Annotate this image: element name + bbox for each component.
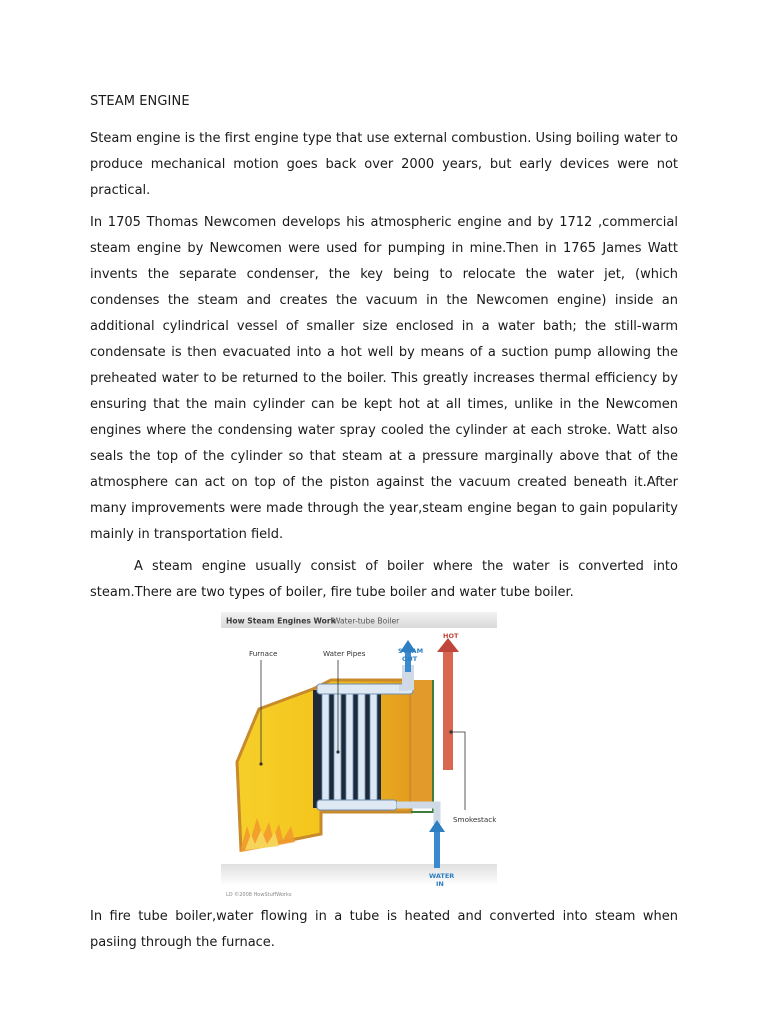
- document-page: [90, 92, 678, 962]
- top-steam-drum: [317, 684, 413, 694]
- figure-credit: LD ©2008 HowStuffWorks: [226, 892, 292, 898]
- label-smokestack: Smokestack: [453, 815, 497, 824]
- bottom-water-drum: [317, 800, 397, 810]
- boiler-svg: [221, 612, 497, 900]
- label-in: IN: [436, 880, 444, 888]
- floor-shadow: [221, 864, 497, 886]
- label-hot: HOT: [443, 632, 459, 640]
- label-steam: STEAM: [398, 647, 424, 655]
- furnace-dot: [259, 762, 262, 765]
- figure-header-subtitle: Water-tube Boiler: [333, 616, 400, 626]
- paragraph-boiler-types: A steam engine usually consist of boiler where the water is converted into steam.There are two types of boiler, fire tube boiler and water tube boiler.: [90, 559, 678, 600]
- pipes-dot: [336, 750, 339, 753]
- paragraph-fire-tube: In fire tube boiler,water flowing in a tube is heated and converted into steam when pasiing through the furnace.: [90, 909, 678, 950]
- label-water-pipes: Water Pipes: [323, 649, 366, 658]
- figure-header-title: How Steam Engines Work: [226, 616, 336, 626]
- water-in-pipe: [397, 805, 437, 824]
- label-out: OUT: [402, 655, 418, 663]
- paragraph-history: In 1705 Thomas Newcomen develops his atmospheric engine and by 1712 ,commercial steam engine by Newcomen were used for pumping in mine.Then in 1765 James Watt invents the separate condenser, the key being to relocate the water jet, (which condenses the steam and creates the vacuum in the Newcomen engine) inside an additional cylindrical vessel of smaller size enclosed in a water bath; the still-warm condensate is then evacuated into a hot well by means of a suction pump allowing the preheated water to be returned to the boiler. This greatly increases thermal efficiency by ensuring that the main cylinder can be kept hot at all times, unlike in the Newcomen engines where the condensing water spray cooled the cylinder at each stroke. Watt also seals the top of the cylinder so that steam at a pressure marginally above that of the atmosphere can act on top of the piston against the vacuum created beneath it.After many improvements were made through the year,steam engine began to gain popularity mainly in transportation field.: [90, 215, 678, 542]
- smokestack-channel: [411, 680, 433, 802]
- water-in-arrow: [429, 820, 445, 832]
- document-heading: STEAM ENGINE: [90, 94, 190, 109]
- smokestack-dot: [449, 730, 452, 733]
- label-water: WATER: [429, 872, 455, 880]
- paragraph-intro: Steam engine is the first engine type that use external combustion. Using boiling water to produce mechanical motion goes back over 2000 years, but early devices were not practical.: [90, 131, 678, 198]
- hot-gasses-flow: [443, 650, 453, 770]
- label-furnace: Furnace: [249, 649, 278, 658]
- hot-gasses-arrow: [437, 638, 459, 652]
- water-tube-boiler-diagram: [221, 612, 497, 900]
